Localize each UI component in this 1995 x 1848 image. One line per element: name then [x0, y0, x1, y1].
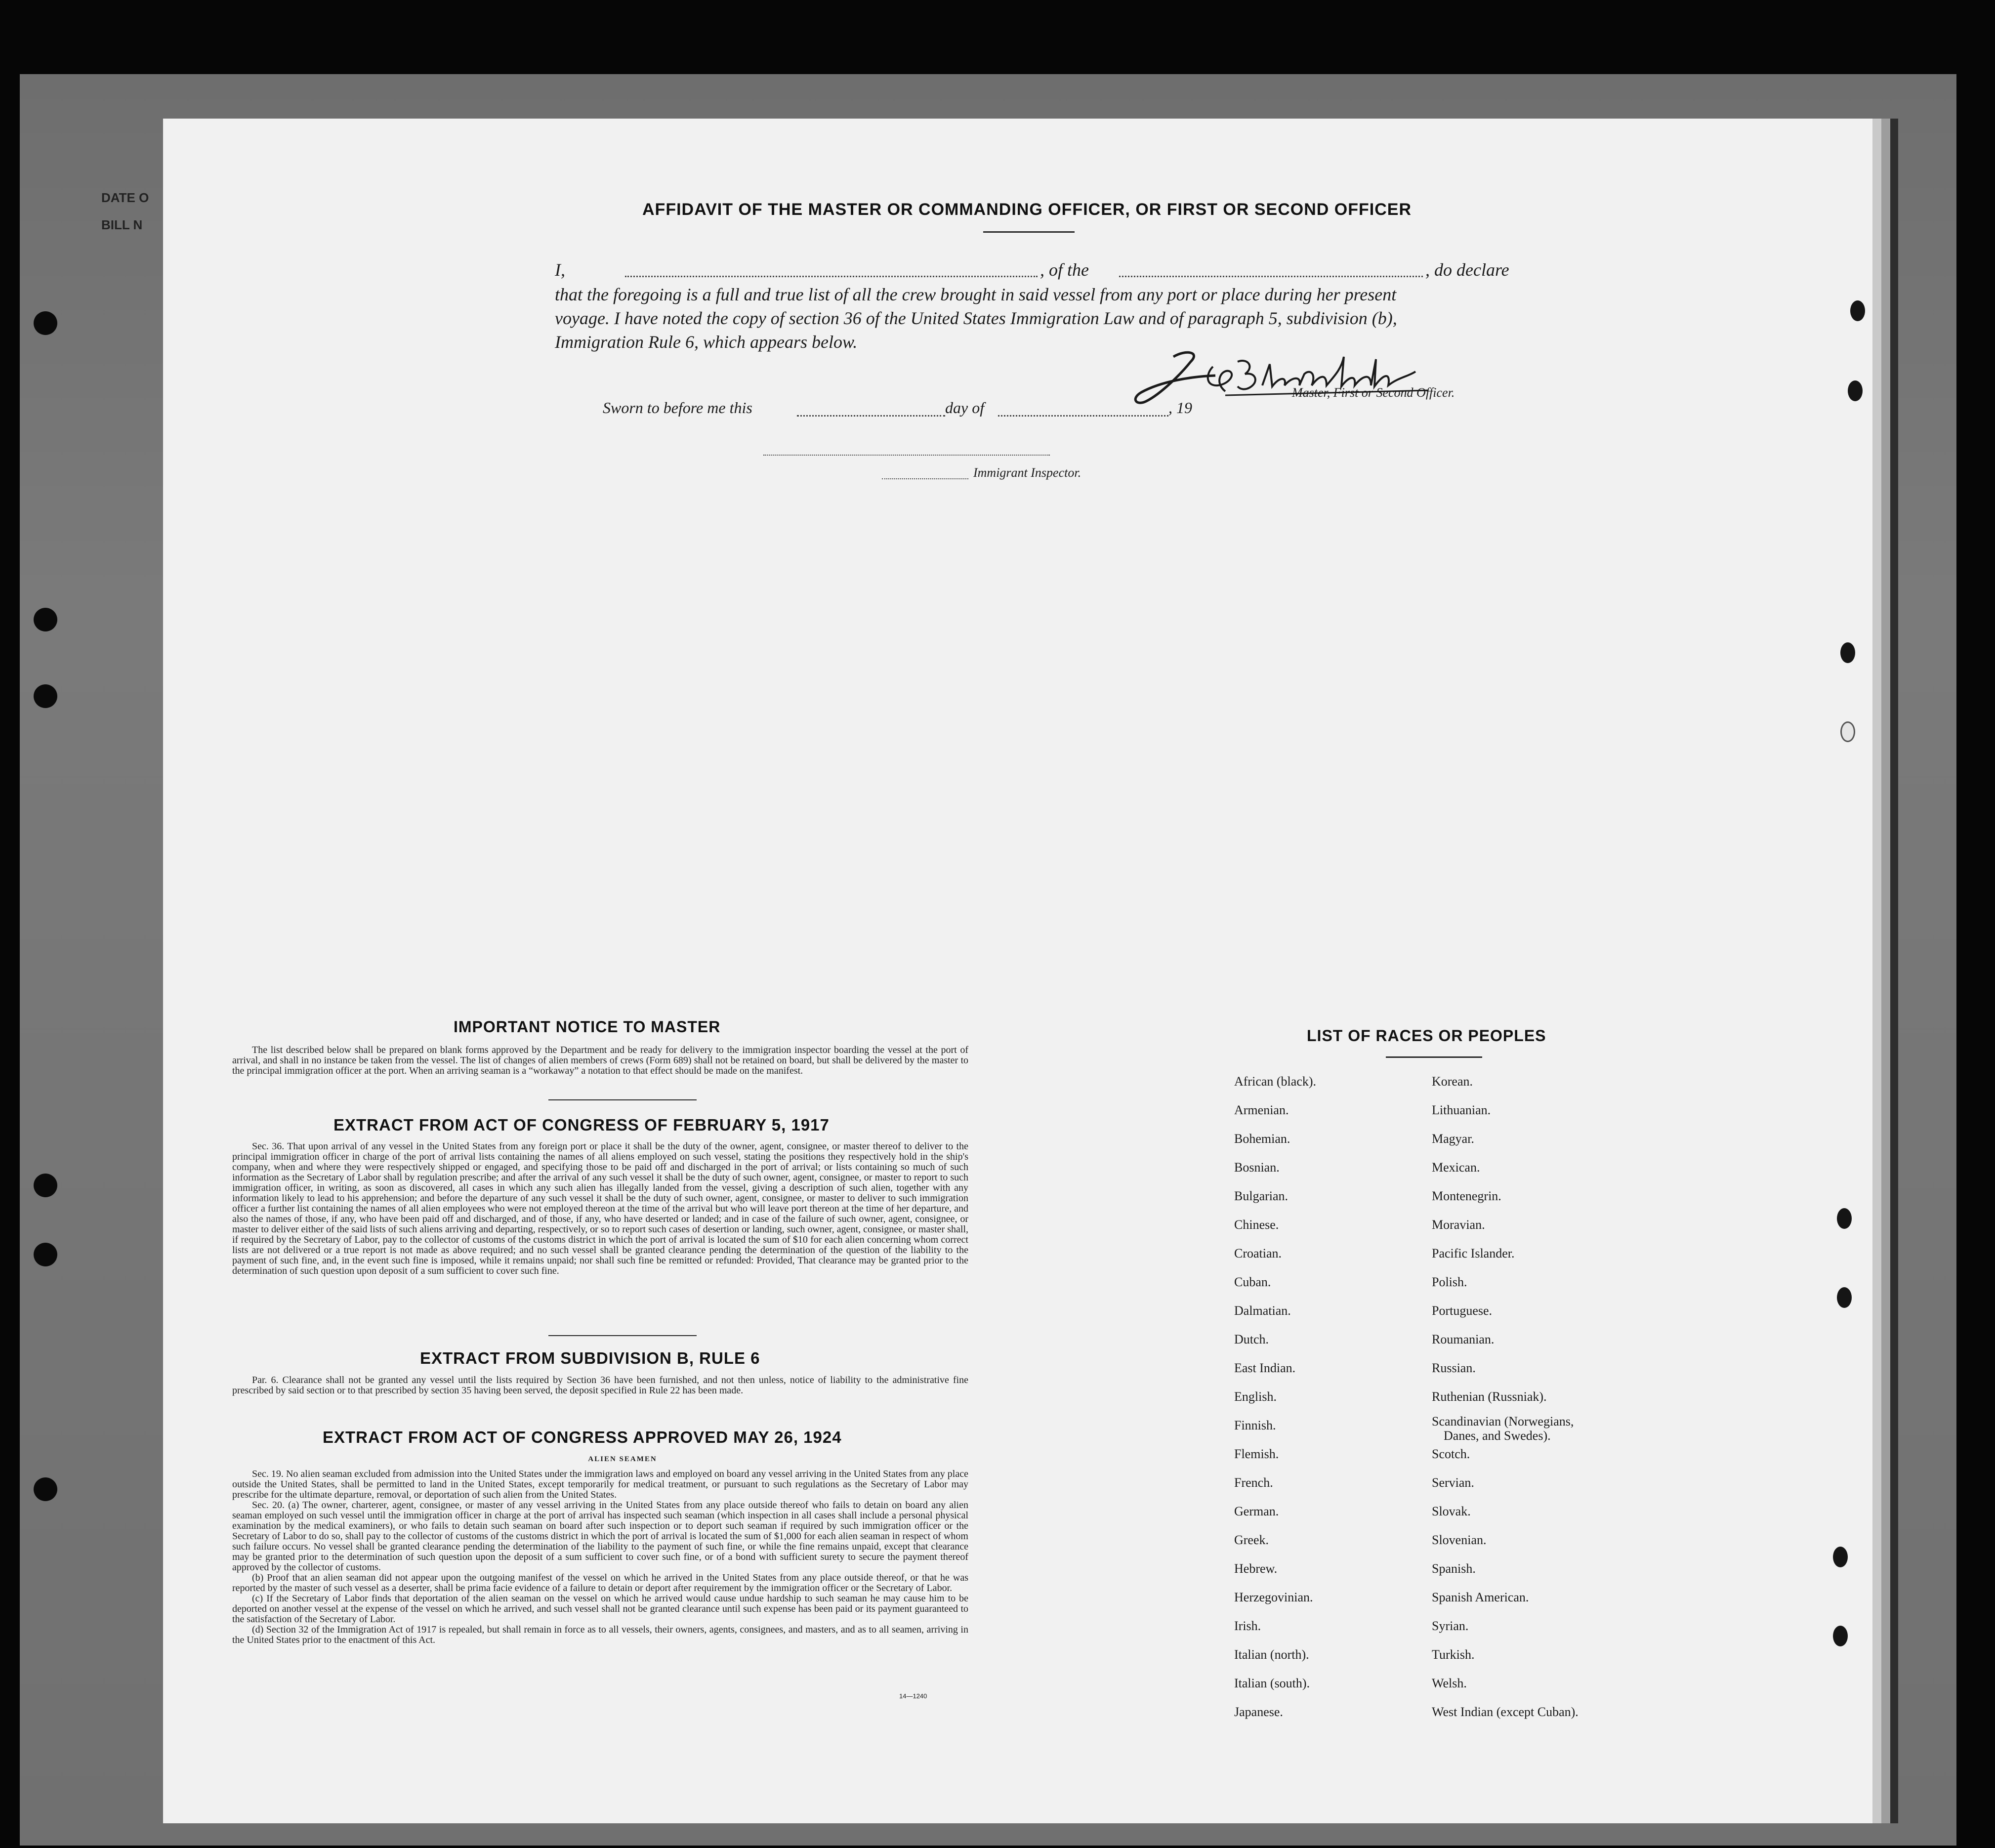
race-item: Japanese.: [1234, 1705, 1283, 1719]
right-binder-hole: [1837, 1208, 1852, 1229]
extract-rule-6-text: [232, 1375, 968, 1396]
affidavit-of-the-label: , of the: [1040, 260, 1089, 280]
extract-1917-text: [232, 1141, 968, 1276]
race-item: English.: [1234, 1389, 1277, 1404]
inspector-line-short[interactable]: [882, 478, 968, 479]
race-item: Hebrew.: [1234, 1561, 1278, 1576]
race-item: Pacific Islander.: [1432, 1246, 1515, 1260]
notice-title: IMPORTANT NOTICE TO MASTER: [454, 1018, 721, 1036]
bill-stub-label: BILL N: [101, 217, 143, 232]
affidavit-line-4: Immigration Rule 6, which appears below.: [555, 332, 858, 352]
race-item: Mexican.: [1432, 1160, 1480, 1175]
race-item: Flemish.: [1234, 1447, 1279, 1461]
race-item: Servian.: [1432, 1475, 1474, 1490]
race-item: Polish.: [1432, 1275, 1467, 1289]
sec-20b-paragraph: (b) Proof that an alien seaman did not appear upon the outgoing manifest of the vessel on which he arrived in the United States from any place outside thereof, or that he was reported by the master of such vessel as a deserter, shall be prima facie evidence of a failure to detain or deport after requirement by the immigration officer or the Secretary of Labor.: [232, 1572, 968, 1594]
race-item: Bohemian.: [1234, 1132, 1290, 1146]
race-item: Spanish American.: [1432, 1590, 1529, 1604]
sworn-day-label: day of: [945, 399, 985, 417]
date-stub-label: DATE O: [101, 190, 149, 205]
sworn-month-blank[interactable]: [998, 415, 1168, 417]
notice-text: [232, 1045, 968, 1076]
race-item: Syrian.: [1432, 1619, 1469, 1633]
right-binder-hole: [1840, 721, 1855, 742]
name-blank[interactable]: [625, 276, 1038, 277]
race-item: Italian (south).: [1234, 1676, 1310, 1690]
race-item: Danes, and Swedes).: [1444, 1428, 1551, 1443]
race-item: West Indian (except Cuban).: [1432, 1705, 1579, 1719]
sec-20d-paragraph: (d) Section 32 of the Immigration Act of 1917 is repealed, but shall remain in force as to all vessels, their owners, agents, consignees, and masters, and as to all seamen, arriving in the United States prior to the enactment of this Act.: [232, 1624, 968, 1645]
race-item: Portuguese.: [1432, 1303, 1493, 1318]
race-item: Herzegovinian.: [1234, 1590, 1313, 1604]
binder-hole: [34, 684, 57, 708]
sec-19-paragraph: Sec. 19. No alien seaman excluded from admission into the United States under the immigration laws and employed on board any vessel arriving in the United States from any place outside the United States, shall be permitted to land in the United States, except temporarily for medical treatment, or pursuant to such regulations as the Secretary of Labor may prescribe for the ultimate departure, removal, or deportation of such alien from the United States.: [232, 1469, 968, 1500]
race-item: Spanish.: [1432, 1561, 1476, 1576]
affidavit-line-2: that the foregoing is a full and true list of all the crew brought in said vessel from any port or place during her present: [555, 285, 1397, 304]
race-item: Scotch.: [1432, 1447, 1470, 1461]
race-item: Greek.: [1234, 1533, 1269, 1547]
vessel-blank[interactable]: [1119, 276, 1423, 277]
notice-paragraph: The list described below shall be prepared on blank forms approved by the Department and be ready for delivery to the immigration inspector boarding the vessel at the port of arrival, and shall in no instance be taken from the vessel. The list of changes of alien members of crews (Form 689) shall not be retained on board, but shall be delivered by the master to the principal immigration officer at the port. When an arriving seaman is a “workaway” a notation to that effect should be made on the manifest.: [232, 1045, 968, 1076]
sworn-label: Sworn to before me this: [603, 399, 752, 417]
race-item: Chinese.: [1234, 1218, 1279, 1232]
section-36-paragraph: Sec. 36. That upon arrival of any vessel in the United States from any foreign port or place it shall be the duty of the owner, agent, consignee, or master thereof to deliver to the principal immigration officer in charge of the port of arrival lists containing the names of all aliens employed on such vessel, stating the positions they respectively hold in the ship's company, when and where they were respectively shipped or engaged, and specifying those to be paid off and discharged in the port of arrival; or lists containing so much of such information as the Secretary of Labor shall by regulation prescribe; and after the arrival of any such vessel it shall be the duty of such owner, agent, consignee, or master to report to such immigration officer, in writing, as soon as discovered, all cases in which any such alien has illegally landed from the vessel, giving a description of such alien, together with any information likely to lead to his apprehension; and before the departure of any such vessel it shall be the duty of such owner, agent, consignee, or master to deliver to such immigration officer a further list containing the names of all alien employees who were not employed thereon at the time of the arrival but who will leave port thereon at the time of her departure, and also the names of those, if any, who have been paid off and discharged, and of those, if any, who have deserted or landed; and in case of the failure of such owner, agent, consignee, or master to deliver either of the said lists of such aliens arriving and departing, respectively, or so to report such cases of desertion or landing, such owner, agent, consignee, or master shall, if required by the Secretary of Labor, pay to the collector of customs of the customs district in which the port of arrival is located the sum of $10 for each alien concerning whom correct lists are not delivered or a true report is not made as above required; and no such vessel shall be granted clearance pending the determination of the question of the liability to the payment of such fine, and, in the event such fine is imposed, while it remains unpaid; nor shall such fine be remitted or refunded: Provided, That clearance may be granted prior to the determination of such question upon deposit of a sum sufficient to cover such fine.: [232, 1141, 968, 1276]
right-binder-hole: [1837, 1287, 1852, 1308]
races-left-column: [1234, 1067, 1316, 1726]
sworn-year-label: , 19: [1168, 399, 1192, 417]
binder-hole: [34, 608, 57, 631]
right-binder-hole: [1833, 1626, 1848, 1646]
par-6-paragraph: Par. 6. Clearance shall not be granted any vessel until the lists required by Section 36 have been furnished, and not then unless, notice of liability to the administrative fine prescribed by said section or to that prescribed by section 35 having been served, the deposit specified in Rule 22 has been made.: [232, 1375, 968, 1396]
section-divider: [548, 1335, 697, 1336]
race-item: Welsh.: [1432, 1676, 1467, 1690]
extract-1917-title: EXTRACT FROM ACT OF CONGRESS OF FEBRUARY 5, 1917: [333, 1116, 830, 1134]
right-binder-hole: [1850, 300, 1865, 321]
inspector-signature-line[interactable]: [763, 455, 1050, 456]
race-item: Dalmatian.: [1234, 1303, 1291, 1318]
race-item: Lithuanian.: [1432, 1103, 1491, 1117]
right-binder-hole: [1833, 1547, 1848, 1567]
race-item: Roumanian.: [1432, 1332, 1495, 1346]
race-item: Irish.: [1234, 1619, 1261, 1633]
form-number: 14—1240: [899, 1692, 927, 1700]
race-item: Turkish.: [1432, 1647, 1475, 1662]
race-item: Cuban.: [1234, 1275, 1271, 1289]
binder-hole: [34, 1477, 57, 1501]
extract-rule-6-title: EXTRACT FROM SUBDIVISION B, RULE 6: [420, 1349, 760, 1367]
signature-caption: Master, First or Second Officer.: [1292, 385, 1455, 400]
binder-hole: [34, 311, 57, 335]
race-item: Finnish.: [1234, 1418, 1276, 1432]
race-item: Dutch.: [1234, 1332, 1269, 1346]
extract-1924-text: [232, 1469, 968, 1645]
race-item: French.: [1234, 1475, 1273, 1490]
races-title-underline: [1386, 1056, 1482, 1058]
races-title: LIST OF RACES OR PEOPLES: [1307, 1027, 1546, 1045]
race-item: Italian (north).: [1234, 1647, 1309, 1662]
binder-hole: [34, 1174, 57, 1197]
race-item: Russian.: [1432, 1361, 1476, 1375]
affidavit-line-3: voyage. I have noted the copy of section 36 of the United States Immigration Law and of paragraph 5, subdivision (b),: [555, 308, 1397, 328]
race-item: Korean.: [1432, 1074, 1473, 1089]
race-item: Magyar.: [1432, 1132, 1474, 1146]
inspector-caption: Immigrant Inspector.: [973, 465, 1081, 480]
right-binder-hole: [1840, 642, 1855, 663]
race-item: Slovenian.: [1432, 1533, 1487, 1547]
alien-seamen-subtitle: ALIEN SEAMEN: [588, 1455, 657, 1463]
affidavit-sheet: [163, 119, 1872, 1823]
race-item: Bulgarian.: [1234, 1189, 1288, 1203]
race-item: Scandinavian (Norwegians,: [1432, 1414, 1574, 1428]
race-item: Armenian.: [1234, 1103, 1289, 1117]
affidavit-i-label: I,: [555, 260, 565, 280]
section-divider: [548, 1099, 697, 1100]
title-underline: [983, 231, 1075, 233]
binder-hole: [34, 1243, 57, 1266]
extract-1924-title: EXTRACT FROM ACT OF CONGRESS APPROVED MAY 26, 1924: [323, 1428, 842, 1446]
race-item: Bosnian.: [1234, 1160, 1280, 1175]
sworn-day-blank[interactable]: [797, 415, 945, 417]
sec-20c-paragraph: (c) If the Secretary of Labor finds that deportation of the alien seaman on the vessel on which he arrived would cause undue hardship to such seaman he may cause him to be deported on another vessel at the expense of the vessel on which he arrived, and such vessel shall not be granted clearance until such expense has been paid or its payment guaranteed to the satisfaction of the Secretary of Labor.: [232, 1593, 968, 1625]
races-right-column: [1432, 1067, 1579, 1726]
race-item: Montenegrin.: [1432, 1189, 1501, 1203]
sec-20a-paragraph: Sec. 20. (a) The owner, charterer, agent, consignee, or master of any vessel arriving in the United States from any place outside thereof who fails to detain on board any alien seaman employed on such vessel until the immigration officer in charge at the port of arrival has inspected such seaman (which inspection in all cases shall include a personal physical examination by the medical examiners), or who fails to detain such seaman on board after such inspection or to deport such seaman if required by such immigration officer or the Secretary of Labor to do so, shall pay to the collector of customs of the customs district in which the port of arrival is located the sum of $1,000 for each alien seaman in respect of whom such failure occurs. No vessel shall be granted clearance pending the determination of the liability to the payment of such fine, or while the fine remains unpaid, except that clearance may be granted prior to the determination of such question upon the deposit of a sum sufficient to cover such fine, or of a bond with sufficient surety to secure the payment thereof approved by the collector of customs.: [232, 1500, 968, 1573]
race-item: Slovak.: [1432, 1504, 1471, 1518]
race-item: East Indian.: [1234, 1361, 1296, 1375]
race-item: German.: [1234, 1504, 1279, 1518]
race-item: African (black).: [1234, 1074, 1317, 1089]
race-item: Ruthenian (Russniak).: [1432, 1389, 1547, 1404]
affidavit-declare-label: , do declare: [1425, 260, 1509, 280]
race-item: Moravian.: [1432, 1218, 1485, 1232]
affidavit-title: AFFIDAVIT OF THE MASTER OR COMMANDING OFFICER, OR FIRST OR SECOND OFFICER: [642, 200, 1412, 219]
race-item: Croatian.: [1234, 1246, 1282, 1260]
right-binder-hole: [1848, 380, 1863, 401]
